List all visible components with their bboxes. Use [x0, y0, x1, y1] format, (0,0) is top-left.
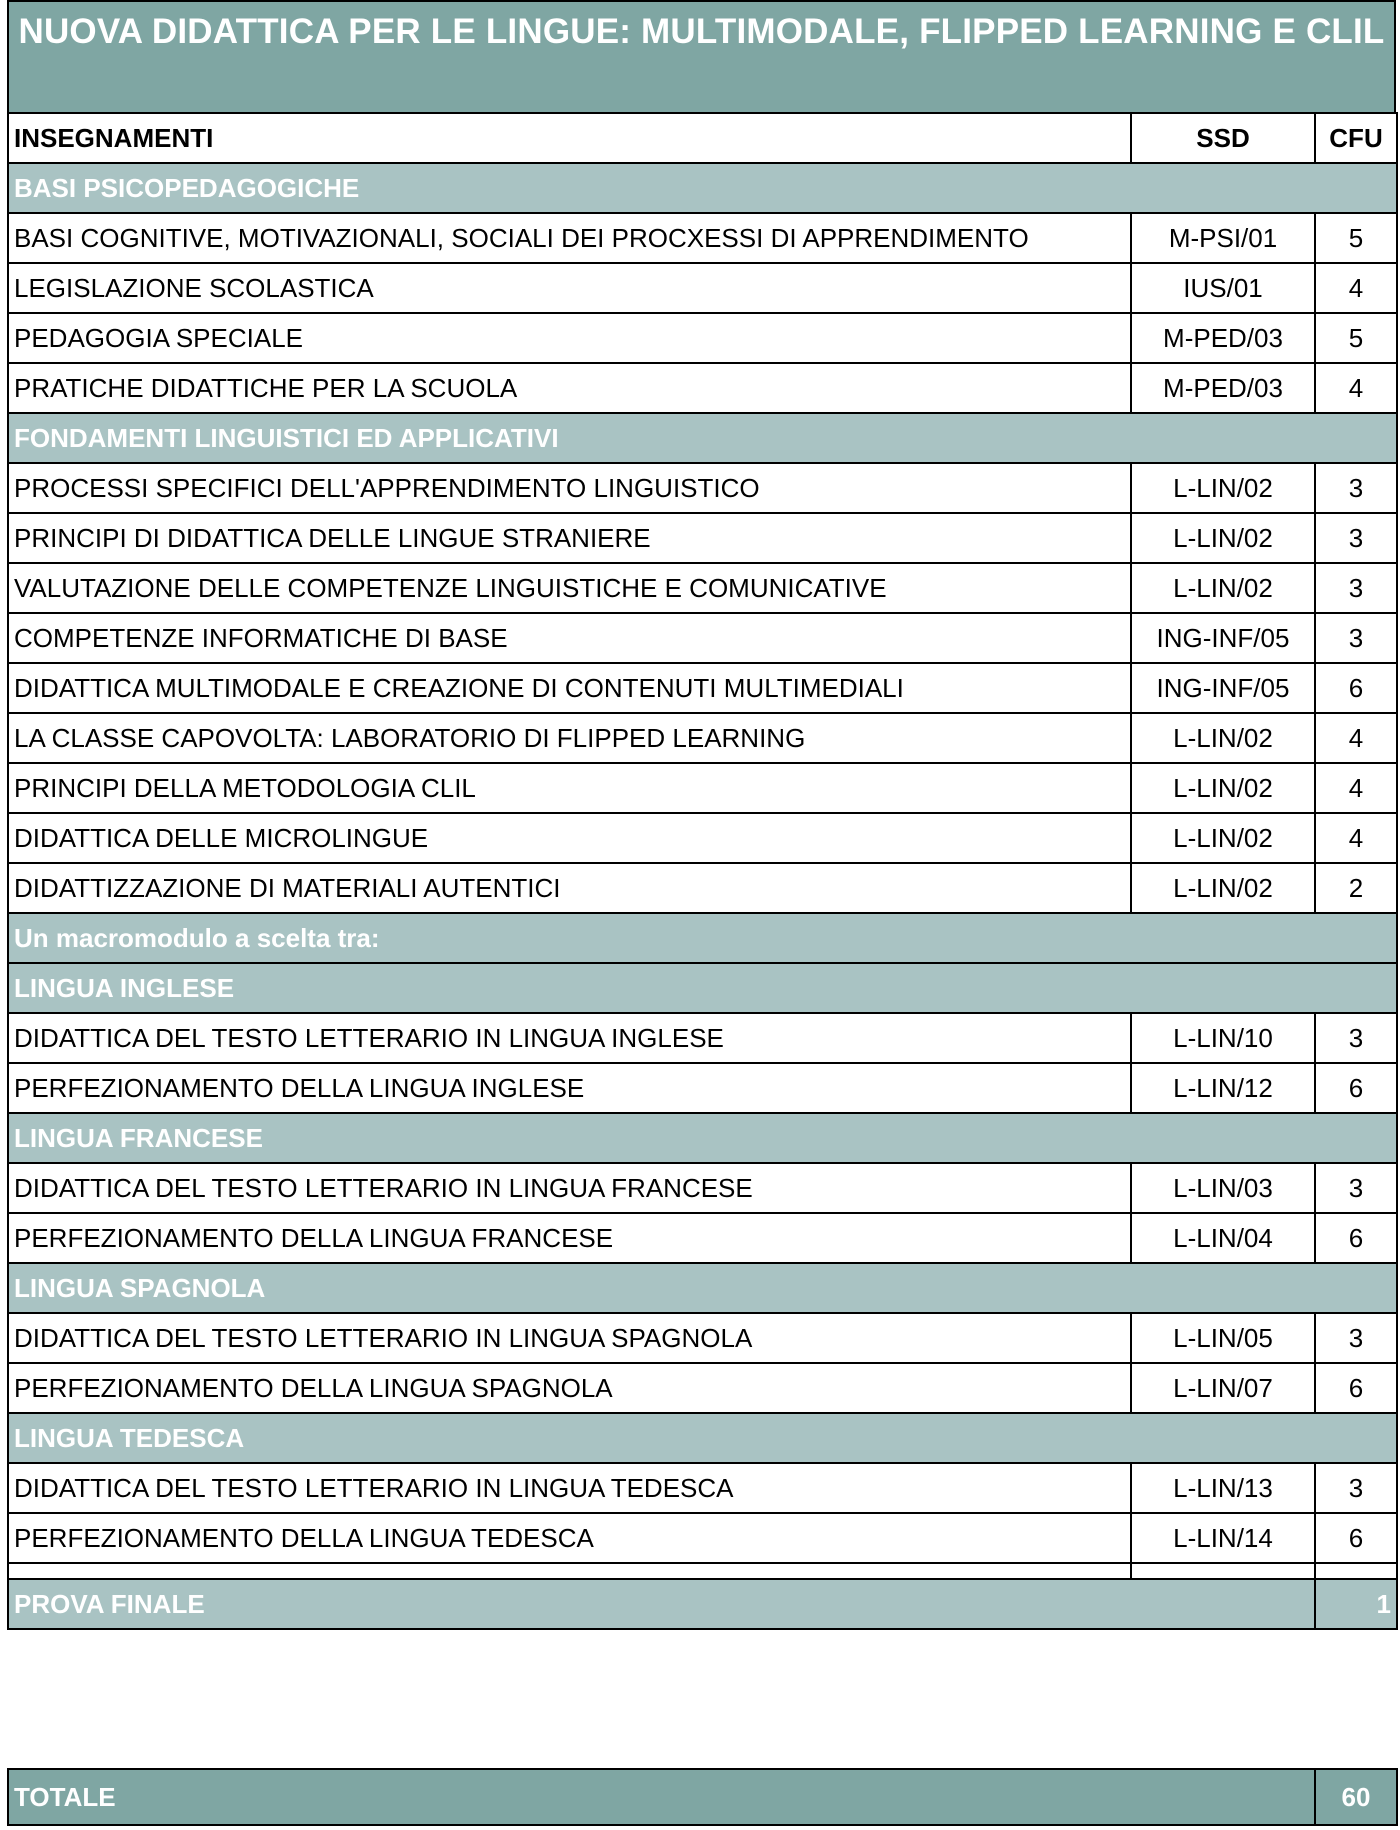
- section-row: [8, 1113, 1397, 1163]
- course-name: DIDATTICA DEL TESTO LETTERARIO IN LINGUA SPAGNOLA: [8, 1313, 1131, 1363]
- course-cfu: 3: [1315, 1313, 1397, 1363]
- table-row: [8, 1013, 1397, 1063]
- course-ssd: M-PED/03: [1131, 313, 1315, 363]
- table-row: [8, 1463, 1397, 1513]
- table-row: [8, 463, 1397, 513]
- final-exam-row: [8, 1579, 1397, 1629]
- table-row: [8, 263, 1397, 313]
- section-label: BASI PSICOPEDAGOGICHE: [8, 163, 1397, 213]
- table-row: [8, 863, 1397, 913]
- final-exam-label: PROVA FINALE: [8, 1579, 1315, 1629]
- header-ssd: SSD: [1131, 113, 1315, 163]
- course-ssd: L-LIN/02: [1131, 563, 1315, 613]
- section-row: [8, 913, 1397, 963]
- total-cfu: 60: [1315, 1769, 1397, 1825]
- course-name: PRINCIPI DELLA METODOLOGIA CLIL: [8, 763, 1131, 813]
- course-cfu: 3: [1315, 513, 1397, 563]
- course-cfu: 6: [1315, 1363, 1397, 1413]
- course-ssd: ING-INF/05: [1131, 613, 1315, 663]
- course-ssd: L-LIN/02: [1131, 813, 1315, 863]
- course-name: PRATICHE DIDATTICHE PER LA SCUOLA: [8, 363, 1131, 413]
- course-cfu: 3: [1315, 563, 1397, 613]
- course-cfu: 4: [1315, 763, 1397, 813]
- course-name: LA CLASSE CAPOVOLTA: LABORATORIO DI FLIPPED LEARNING: [8, 713, 1131, 763]
- course-ssd: L-LIN/05: [1131, 1313, 1315, 1363]
- course-ssd: L-LIN/02: [1131, 513, 1315, 563]
- course-name: PERFEZIONAMENTO DELLA LINGUA TEDESCA: [8, 1513, 1131, 1563]
- course-ssd: L-LIN/03: [1131, 1163, 1315, 1213]
- course-cfu: 6: [1315, 663, 1397, 713]
- course-ssd: L-LIN/02: [1131, 463, 1315, 513]
- header-insegnamenti: INSEGNAMENTI: [8, 113, 1131, 163]
- page-title: NUOVA DIDATTICA PER LE LINGUE: MULTIMODALE, FLIPPED LEARNING E CLIL: [7, 0, 1396, 114]
- course-ssd: L-LIN/10: [1131, 1013, 1315, 1063]
- table-row: [8, 563, 1397, 613]
- course-cfu: 4: [1315, 263, 1397, 313]
- course-cfu: 3: [1315, 1163, 1397, 1213]
- table-row: [8, 1513, 1397, 1563]
- table-row: [8, 1063, 1397, 1113]
- course-ssd: M-PSI/01: [1131, 213, 1315, 263]
- course-ssd: L-LIN/13: [1131, 1463, 1315, 1513]
- table-row: [8, 613, 1397, 663]
- section-label: LINGUA SPAGNOLA: [8, 1263, 1397, 1313]
- table-row: [8, 813, 1397, 863]
- course-cfu: 4: [1315, 813, 1397, 863]
- course-name: DIDATTICA DELLE MICROLINGUE: [8, 813, 1131, 863]
- table-row: [8, 213, 1397, 263]
- table-row: [8, 1163, 1397, 1213]
- course-name: PROCESSI SPECIFICI DELL'APPRENDIMENTO LINGUISTICO: [8, 463, 1131, 513]
- spacer-row: [8, 1563, 1397, 1579]
- table-row: [8, 763, 1397, 813]
- section-row: [8, 1263, 1397, 1313]
- course-cfu: 3: [1315, 1013, 1397, 1063]
- total-table: [7, 1768, 1398, 1826]
- course-cfu: 6: [1315, 1063, 1397, 1113]
- table-row: [8, 513, 1397, 563]
- course-name: PERFEZIONAMENTO DELLA LINGUA SPAGNOLA: [8, 1363, 1131, 1413]
- spacer-cell: [1315, 1563, 1397, 1579]
- course-ssd: L-LIN/02: [1131, 763, 1315, 813]
- course-ssd: L-LIN/12: [1131, 1063, 1315, 1113]
- course-name: DIDATTICA MULTIMODALE E CREAZIONE DI CONTENUTI MULTIMEDIALI: [8, 663, 1131, 713]
- course-cfu: 3: [1315, 613, 1397, 663]
- course-name: VALUTAZIONE DELLE COMPETENZE LINGUISTICHE E COMUNICATIVE: [8, 563, 1131, 613]
- course-cfu: 4: [1315, 363, 1397, 413]
- course-ssd: L-LIN/14: [1131, 1513, 1315, 1563]
- course-ssd: M-PED/03: [1131, 363, 1315, 413]
- courses-table-body: [8, 113, 1397, 1629]
- course-ssd: L-LIN/07: [1131, 1363, 1315, 1413]
- course-name: LEGISLAZIONE SCOLASTICA: [8, 263, 1131, 313]
- course-cfu: 3: [1315, 463, 1397, 513]
- total-row: [8, 1769, 1397, 1825]
- course-name: DIDATTICA DEL TESTO LETTERARIO IN LINGUA INGLESE: [8, 1013, 1131, 1063]
- table-row: [8, 363, 1397, 413]
- table-row: [8, 663, 1397, 713]
- spacer-cell: [1131, 1563, 1315, 1579]
- course-ssd: ING-INF/05: [1131, 663, 1315, 713]
- course-cfu: 2: [1315, 863, 1397, 913]
- course-name: DIDATTICA DEL TESTO LETTERARIO IN LINGUA FRANCESE: [8, 1163, 1131, 1213]
- course-name: PERFEZIONAMENTO DELLA LINGUA INGLESE: [8, 1063, 1131, 1113]
- table-row: [8, 713, 1397, 763]
- course-cfu: 5: [1315, 313, 1397, 363]
- course-cfu: 4: [1315, 713, 1397, 763]
- total-label: TOTALE: [8, 1769, 1315, 1825]
- table-row: [8, 1213, 1397, 1263]
- course-name: BASI COGNITIVE, MOTIVAZIONALI, SOCIALI DEI PROCXESSI DI APPRENDIMENTO: [8, 213, 1131, 263]
- course-cfu: 6: [1315, 1513, 1397, 1563]
- course-cfu: 6: [1315, 1213, 1397, 1263]
- courses-table: [7, 112, 1398, 1630]
- spacer-cell: [8, 1563, 1131, 1579]
- course-ssd: L-LIN/02: [1131, 713, 1315, 763]
- section-row: [8, 963, 1397, 1013]
- course-cfu: 3: [1315, 1463, 1397, 1513]
- section-row: [8, 163, 1397, 213]
- course-cfu: 5: [1315, 213, 1397, 263]
- section-label: LINGUA INGLESE: [8, 963, 1397, 1013]
- section-label: FONDAMENTI LINGUISTICI ED APPLICATIVI: [8, 413, 1397, 463]
- course-ssd: L-LIN/02: [1131, 863, 1315, 913]
- table-row: [8, 1363, 1397, 1413]
- table-row: [8, 1313, 1397, 1363]
- course-name: PRINCIPI DI DIDATTICA DELLE LINGUE STRANIERE: [8, 513, 1131, 563]
- header-cfu: CFU: [1315, 113, 1397, 163]
- course-name: DIDATTICA DEL TESTO LETTERARIO IN LINGUA TEDESCA: [8, 1463, 1131, 1513]
- section-label: Un macromodulo a scelta tra:: [8, 913, 1397, 963]
- table-header-row: [8, 113, 1397, 163]
- course-name: PERFEZIONAMENTO DELLA LINGUA FRANCESE: [8, 1213, 1131, 1263]
- course-name: DIDATTIZZAZIONE DI MATERIALI AUTENTICI: [8, 863, 1131, 913]
- section-label: LINGUA FRANCESE: [8, 1113, 1397, 1163]
- course-ssd: L-LIN/04: [1131, 1213, 1315, 1263]
- course-name: COMPETENZE INFORMATICHE DI BASE: [8, 613, 1131, 663]
- table-row: [8, 313, 1397, 363]
- course-ssd: IUS/01: [1131, 263, 1315, 313]
- final-exam-cfu: 1: [1315, 1579, 1397, 1629]
- section-row: [8, 1413, 1397, 1463]
- section-label: LINGUA TEDESCA: [8, 1413, 1397, 1463]
- course-name: PEDAGOGIA SPECIALE: [8, 313, 1131, 363]
- section-row: [8, 413, 1397, 463]
